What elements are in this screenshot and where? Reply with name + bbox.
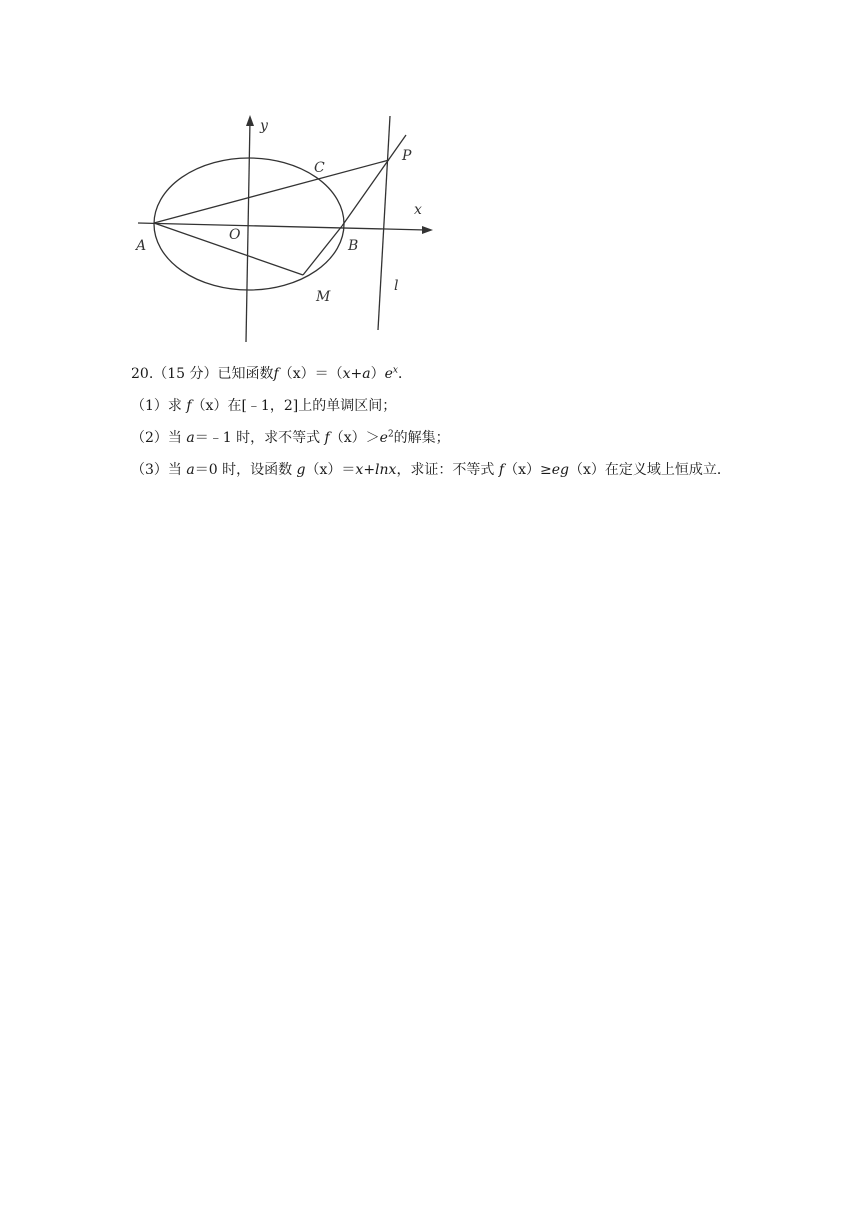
y-axis-arrow (246, 115, 254, 126)
part-3-num: （3） (131, 462, 168, 478)
label-C: C (314, 160, 325, 176)
part-3-c: （x）＝ (305, 462, 356, 478)
f-symbol: f (273, 366, 279, 382)
paren-x: （x） (278, 366, 315, 382)
part-1-a: 求 (167, 398, 187, 414)
problem-statement (131, 358, 771, 390)
part-1 (131, 390, 771, 422)
part-3-d: ，求证：不等式 (396, 462, 499, 478)
part-3-b: ＝0 时，设函数 (194, 462, 297, 478)
label-B: B (348, 238, 359, 254)
part-2-a: 当 (167, 430, 187, 446)
part-3-var: a (186, 462, 195, 478)
part-3-xlnx: x+lnx (355, 462, 397, 478)
problem-number: 20. (131, 366, 154, 382)
label-y: y (260, 118, 268, 134)
part-1-num: （1） (131, 398, 168, 414)
label-M: M (316, 289, 331, 305)
exponent-x: x (392, 365, 398, 376)
part-3-e1: （x）≥ (504, 462, 552, 478)
problem-score: （15 分） (153, 366, 218, 382)
line-l (378, 116, 390, 330)
label-O: O (229, 227, 241, 243)
part-2-num: （2） (131, 430, 168, 446)
label-l: l (394, 278, 399, 294)
part-3-f2: （x）在定义域上恒成立． (568, 462, 731, 478)
problem-intro: 已知函数 (217, 366, 274, 382)
part-2-f: f (324, 430, 330, 446)
label-A: A (136, 238, 147, 254)
part-3-eg: eg (551, 462, 569, 478)
label-P: P (402, 148, 412, 164)
equals: ＝（ (314, 366, 343, 382)
close-paren: ） (370, 366, 385, 382)
segment-BP (342, 135, 406, 226)
label-x: x (414, 202, 422, 218)
ellipse-diagram (128, 110, 448, 345)
y-axis (246, 120, 250, 342)
part-1-f: f (186, 398, 192, 414)
problem-20 (131, 358, 771, 486)
segment-AP (154, 160, 389, 223)
x-plus-a: x+a (342, 366, 371, 382)
e-symbol: e (384, 366, 393, 382)
part-1-b: （x）在[﹣1，2]上的单调区间； (191, 398, 397, 414)
part-2-c: （x）＞ (329, 430, 380, 446)
part-2 (131, 422, 771, 454)
part-2-b: ＝﹣1 时，求不等式 (194, 430, 325, 446)
part-2-d: 的解集； (393, 430, 450, 446)
part-3-f: f (498, 462, 505, 478)
part-3 (131, 454, 771, 486)
part-2-e: e (379, 430, 388, 446)
x-axis (138, 223, 426, 230)
part-2-var: a (186, 430, 195, 446)
ellipse-figure (128, 110, 448, 345)
part-3-g: g (296, 462, 306, 478)
part-2-exp: 2 (387, 429, 394, 440)
x-axis-arrow (422, 226, 433, 234)
period: ． (397, 366, 412, 382)
part-3-a: 当 (167, 462, 187, 478)
